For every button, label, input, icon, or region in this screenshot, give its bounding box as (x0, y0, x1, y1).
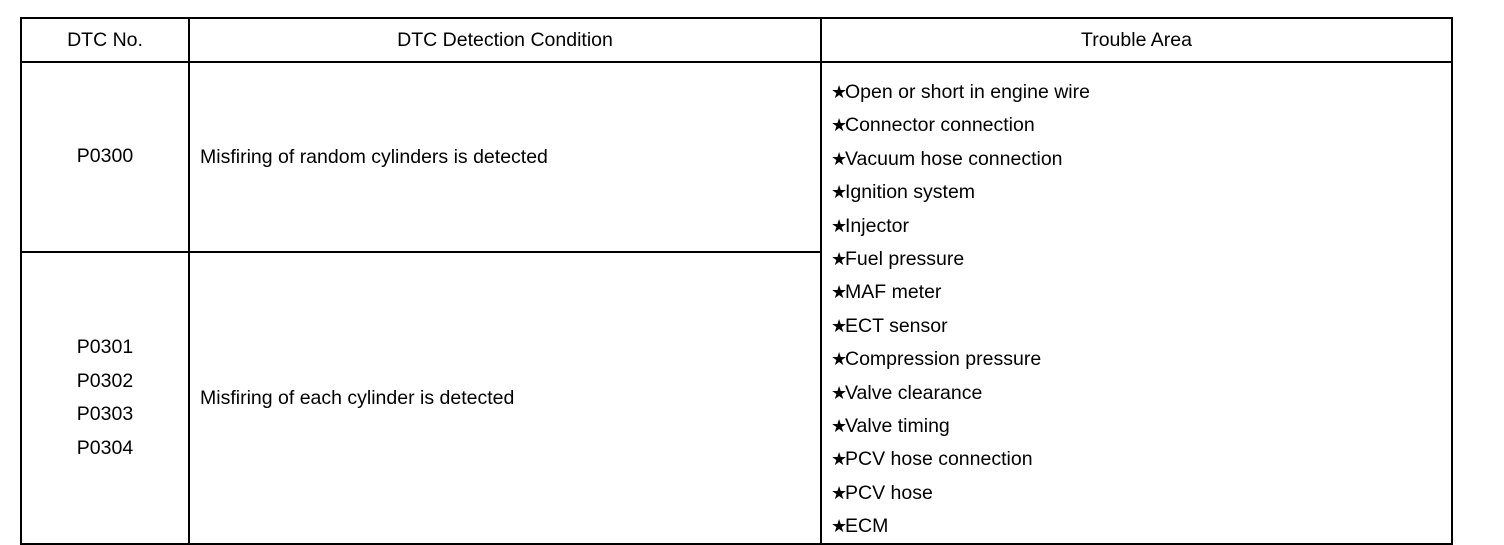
trouble-area-item: Valve clearance (845, 381, 983, 404)
list-item (831, 443, 1451, 476)
dtc-code: P0300 (76, 145, 134, 168)
star-bullet-icon: ★ (831, 516, 848, 537)
detection-condition-cell: Misfiring of random cylinders is detected (189, 62, 821, 252)
list-item (831, 310, 1451, 343)
dtc-table (20, 17, 1453, 545)
star-bullet-icon: ★ (831, 315, 848, 336)
star-bullet-icon: ★ (831, 215, 848, 236)
trouble-area-item: PCV hose connection (845, 448, 1033, 471)
star-bullet-icon: ★ (831, 82, 848, 102)
list-item (831, 510, 1451, 543)
list-item (831, 276, 1451, 309)
detection-condition-cell: Misfiring of each cylinder is detected (189, 252, 821, 544)
star-bullet-icon: ★ (831, 248, 848, 269)
dtc-code: P0301 (76, 336, 134, 359)
star-bullet-icon: ★ (831, 115, 848, 136)
star-bullet-icon: ★ (831, 349, 848, 370)
header-detection-condition: DTC Detection Condition (189, 18, 821, 62)
list-item (831, 477, 1451, 510)
table-row (21, 62, 1452, 252)
header-row (21, 18, 1452, 62)
list-item (831, 76, 1451, 109)
trouble-area-item: ECT sensor (845, 314, 948, 337)
dtc-code: P0304 (76, 436, 134, 459)
star-bullet-icon: ★ (831, 148, 848, 169)
star-bullet-icon: ★ (831, 282, 848, 303)
dtc-code: P0303 (76, 403, 134, 426)
list-item (831, 210, 1451, 243)
star-bullet-icon: ★ (831, 415, 848, 436)
list-item (831, 109, 1451, 142)
trouble-area-item: Ignition system (845, 181, 976, 204)
star-bullet-icon: ★ (831, 182, 848, 203)
dtc-code-cell (21, 62, 189, 252)
list-item (831, 410, 1451, 443)
trouble-area-cell (821, 62, 1452, 544)
list-item (831, 377, 1451, 410)
trouble-area-list (822, 63, 1451, 543)
star-bullet-icon: ★ (831, 382, 848, 403)
trouble-area-item: Open or short in engine wire (845, 81, 1090, 103)
list-item (831, 176, 1451, 209)
trouble-area-item: Fuel pressure (845, 247, 965, 270)
header-trouble-area: Trouble Area (821, 18, 1452, 62)
list-item (831, 243, 1451, 276)
trouble-area-item: Connector connection (845, 114, 1035, 137)
list-item (831, 343, 1451, 376)
trouble-area-item: Injector (845, 214, 909, 237)
dtc-code: P0302 (76, 369, 134, 392)
star-bullet-icon: ★ (831, 482, 848, 503)
header-dtc-no: DTC No. (21, 18, 189, 62)
trouble-area-item: Valve timing (845, 414, 950, 437)
trouble-area-item: Compression pressure (845, 348, 1042, 371)
trouble-area-item: PCV hose (845, 481, 933, 504)
trouble-area-item: MAF meter (845, 281, 942, 304)
star-bullet-icon: ★ (831, 449, 848, 470)
dtc-code-cell (21, 252, 189, 544)
trouble-area-item: ECM (845, 515, 889, 538)
trouble-area-item: Vacuum hose connection (845, 147, 1063, 170)
list-item (831, 143, 1451, 176)
